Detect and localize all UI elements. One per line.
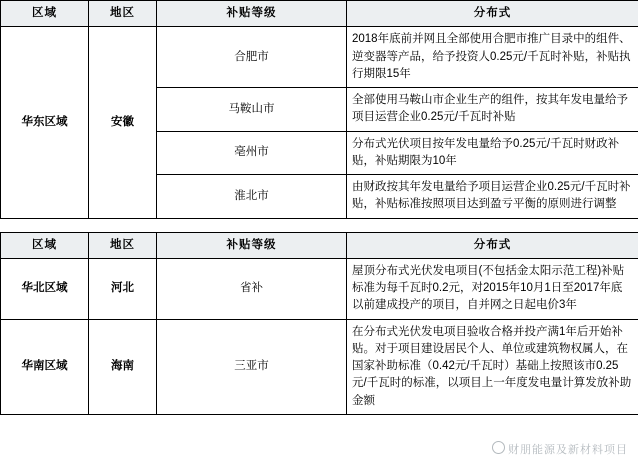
subsidy-table-north-south [0, 232, 638, 415]
watermark [492, 441, 628, 457]
cell-area: 海南 [89, 319, 157, 414]
cell-area: 河北 [89, 258, 157, 319]
cell-region: 华东区域 [1, 27, 89, 218]
header-level: 补贴等级 [157, 232, 347, 258]
table-row [1, 319, 638, 414]
header-area: 地区 [89, 1, 157, 27]
cell-description: 2018年底前并网且全部使用合肥市推广目录中的组件、逆变器等产品，给予投资人0.25元/千瓦时补贴，补贴执行期限15年 [347, 27, 638, 88]
cell-level: 淮北市 [157, 175, 347, 219]
header-area: 地区 [89, 232, 157, 258]
table-header-row [1, 232, 638, 258]
table-row [1, 27, 638, 88]
cell-description: 全部使用马鞍山市企业生产的组件，按其年发电量给予项目运营企业0.25元/千瓦时补贴 [347, 88, 638, 132]
header-distributed: 分布式 [347, 232, 638, 258]
watermark-logo-icon [492, 441, 505, 454]
cell-level: 马鞍山市 [157, 88, 347, 132]
cell-description: 分布式光伏项目按年发电量给予0.25元/千瓦时财政补贴，补贴期限为10年 [347, 131, 638, 175]
cell-region: 华南区域 [1, 319, 89, 414]
cell-description: 在分布式光伏发电项目验收合格并投产满1年后开始补贴。对于项目建设居民个人、单位或建筑物权属人，在国家补助标准（0.42元/千瓦时）基础上按照该市0.25元/千瓦时的标准，以项目上一年度发电量计算发放补助金额 [347, 319, 638, 414]
header-region: 区域 [1, 232, 89, 258]
table-row [1, 258, 638, 319]
cell-level: 亳州市 [157, 131, 347, 175]
cell-area: 安徽 [89, 27, 157, 218]
table-separator [0, 219, 638, 232]
cell-region: 华北区域 [1, 258, 89, 319]
watermark-text: 财朋能源及新材料项目 [508, 444, 628, 456]
cell-level: 省补 [157, 258, 347, 319]
header-level: 补贴等级 [157, 1, 347, 27]
cell-level: 三亚市 [157, 319, 347, 414]
cell-level: 合肥市 [157, 27, 347, 88]
table-header-row [1, 1, 638, 27]
cell-description: 屋顶分布式光伏发电项目(不包括金太阳示范工程)补贴标准为每千瓦时0.2元，对2015年10月1日至2017年底以前建成投产的项目，自并网之日起电价3年 [347, 258, 638, 319]
subsidy-table-east [0, 0, 638, 219]
cell-description: 由财政按其年发电量给予项目运营企业0.25元/千瓦时补贴，补贴标准按照项目达到盈亏平衡的原则进行调整 [347, 175, 638, 219]
header-distributed: 分布式 [347, 1, 638, 27]
header-region: 区域 [1, 1, 89, 27]
